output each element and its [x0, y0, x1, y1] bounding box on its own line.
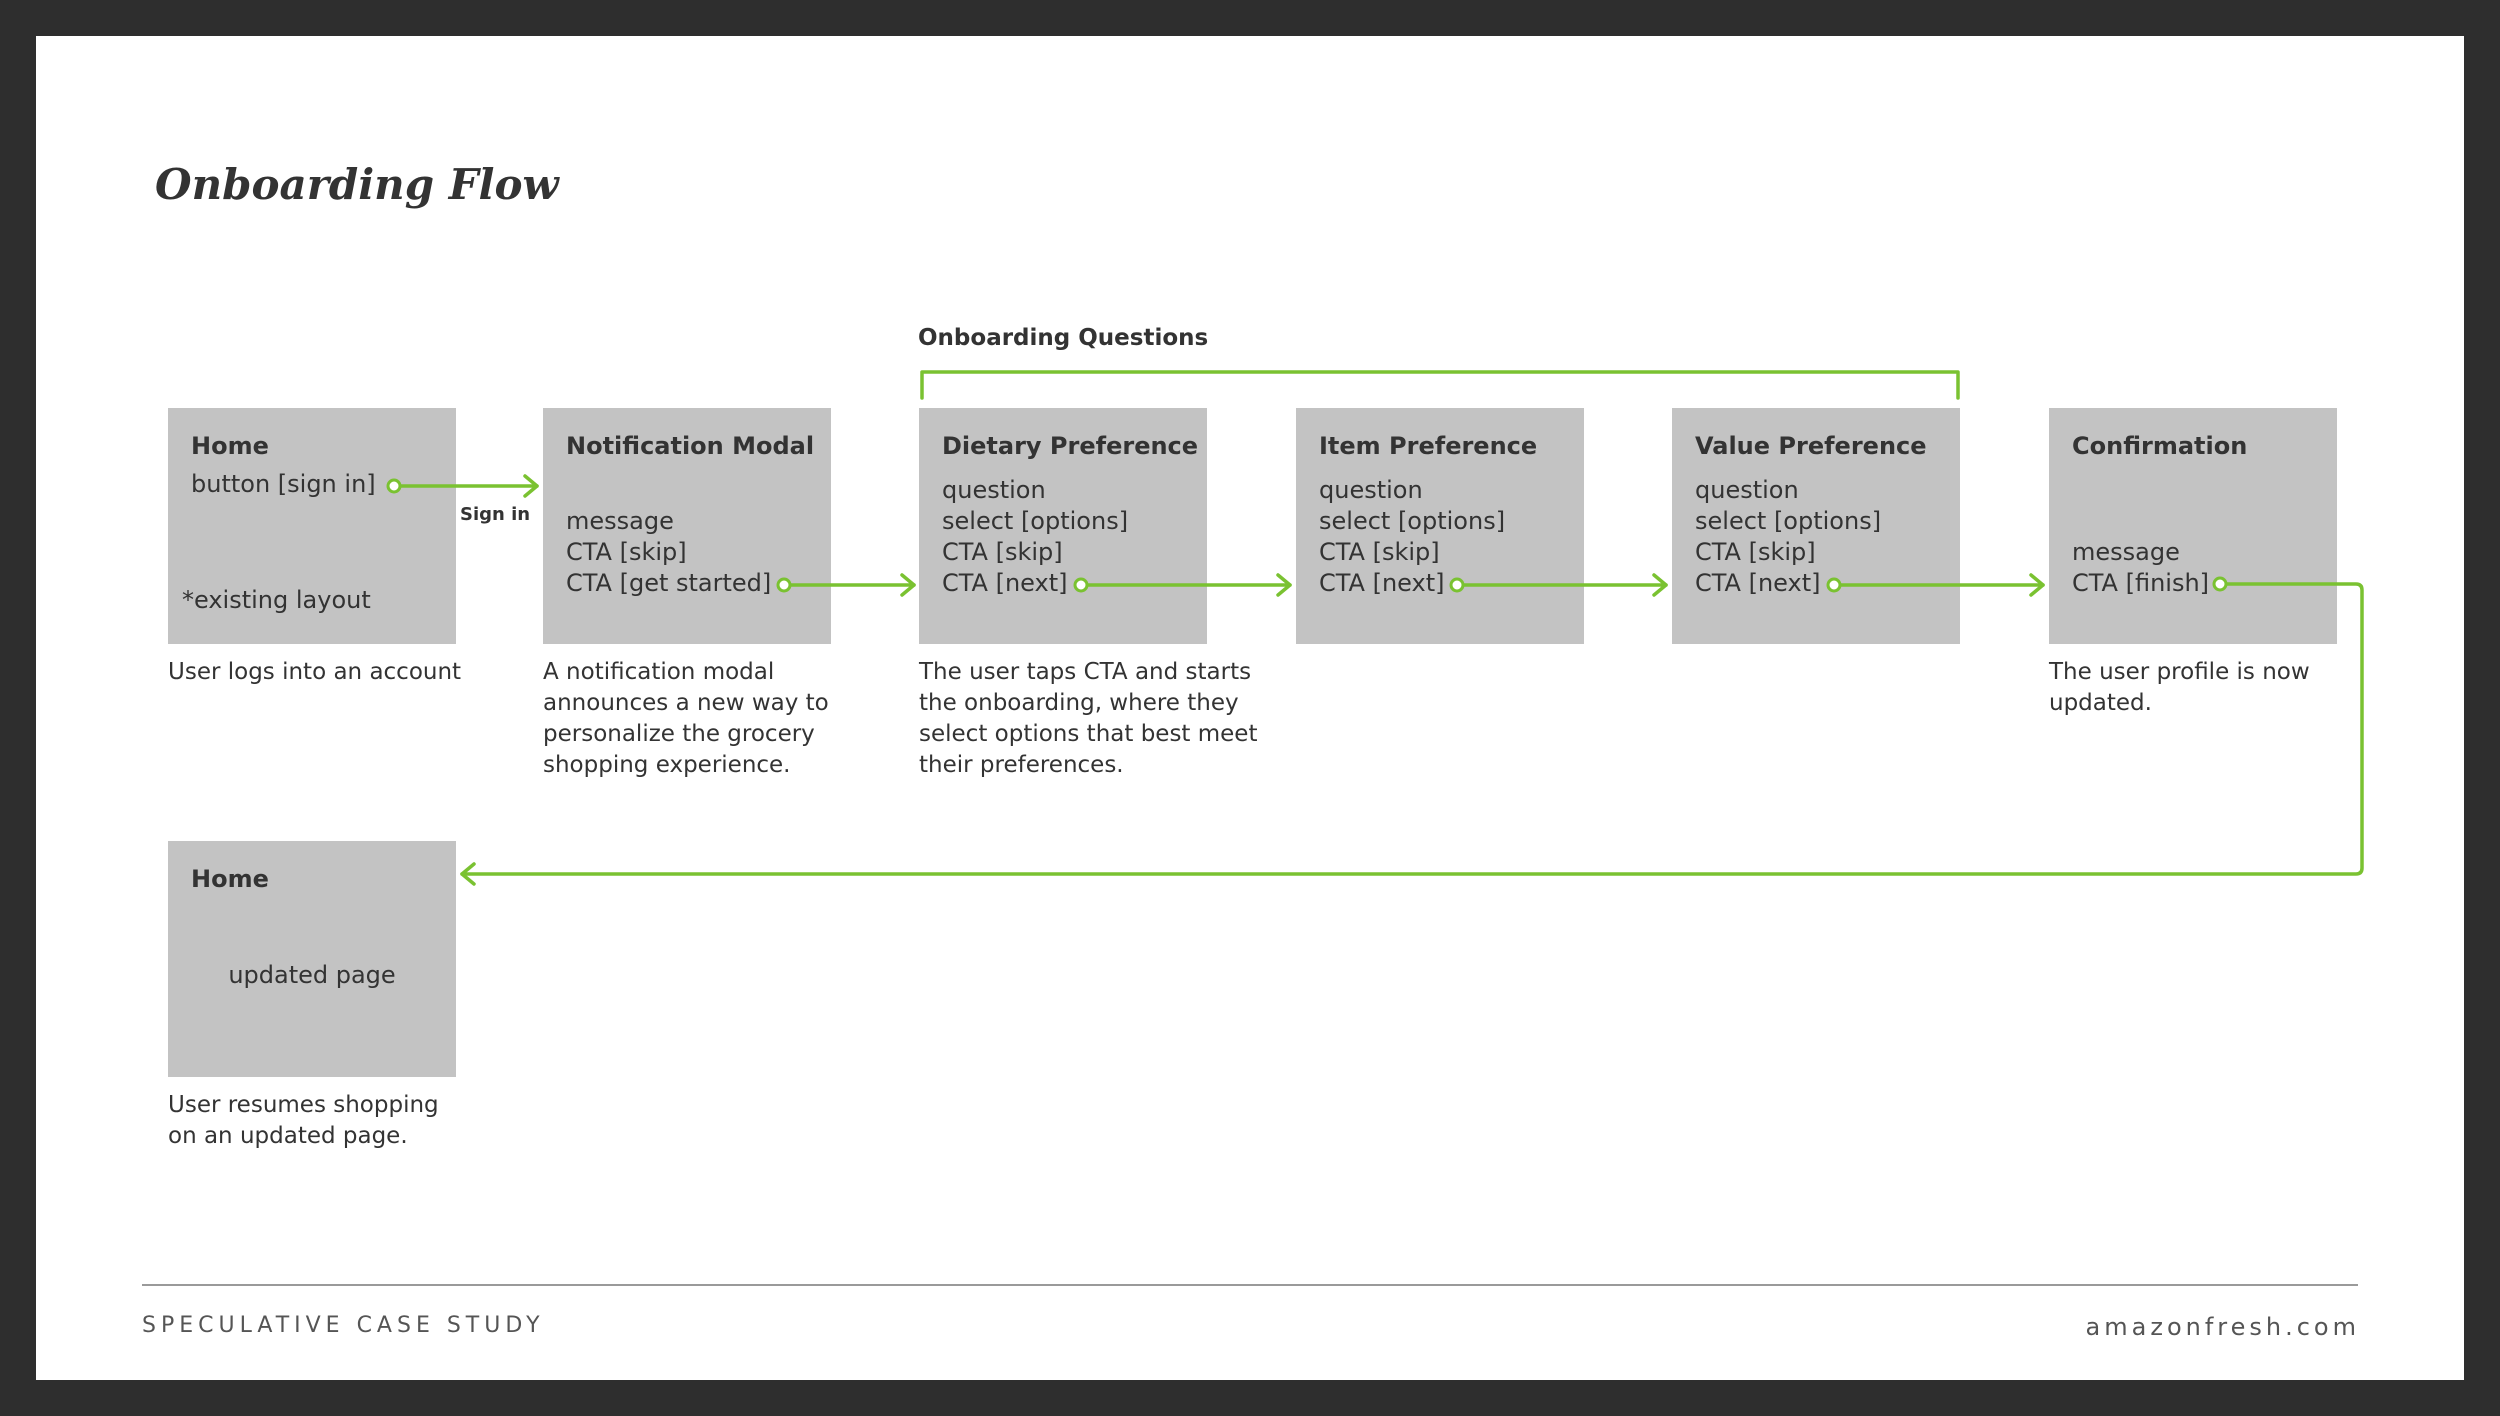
value-preference-title: Value Preference: [1695, 432, 1927, 460]
home-updated-description: User resumes shopping on an updated page.: [168, 1092, 439, 1149]
notification-skip-cta-spec: CTA [skip]: [566, 538, 687, 566]
value-preference-box: [1672, 408, 1960, 644]
dietary-description: The user taps CTA and starts the onboarding, where they select options that best meet their preferences.: [919, 659, 1258, 778]
home-description: User logs into an account: [168, 659, 462, 685]
footer-case-study-label: SPECULATIVE CASE STUDY: [142, 1313, 545, 1338]
item-preference-box: [1296, 408, 1584, 644]
home-box-title: Home: [191, 432, 269, 460]
footer-divider: [142, 1284, 2358, 1286]
confirmation-message-spec: message: [2072, 538, 2180, 566]
page-title: Onboarding Flow: [155, 160, 559, 209]
value-select-spec: select [options]: [1695, 507, 1882, 535]
notification-get-started-cta-spec: CTA [get started]: [566, 569, 772, 597]
dietary-skip-cta-spec: CTA [skip]: [942, 538, 1063, 566]
item-next-cta-spec: CTA [next]: [1319, 569, 1445, 597]
dietary-preference-box: [919, 408, 1207, 644]
home-updated-title: Home: [191, 865, 269, 893]
dietary-next-cta-spec: CTA [next]: [942, 569, 1068, 597]
confirmation-title: Confirmation: [2072, 432, 2248, 460]
dietary-question-spec: question: [942, 476, 1046, 504]
item-skip-cta-spec: CTA [skip]: [1319, 538, 1440, 566]
home-box: [168, 408, 456, 644]
footer-brand-url: amazonfresh.com: [2085, 1313, 2360, 1341]
onboarding-questions-label: Onboarding Questions: [918, 325, 1209, 351]
home-updated-box: [168, 841, 456, 1077]
notification-message-spec: message: [566, 507, 674, 535]
existing-layout-note: *existing layout: [182, 586, 371, 614]
item-preference-title: Item Preference: [1319, 432, 1538, 460]
notification-modal-title: Notification Modal: [566, 432, 815, 460]
notification-modal-box: [543, 408, 831, 644]
confirmation-description: The user profile is now updated.: [2049, 659, 2310, 716]
confirmation-box: [2049, 408, 2337, 644]
dietary-select-spec: select [options]: [942, 507, 1129, 535]
value-question-spec: question: [1695, 476, 1799, 504]
sign-in-button-spec: button [sign in]: [191, 470, 376, 498]
updated-page-spec: updated page: [228, 961, 396, 989]
item-question-spec: question: [1319, 476, 1423, 504]
item-select-spec: select [options]: [1319, 507, 1506, 535]
value-skip-cta-spec: CTA [skip]: [1695, 538, 1816, 566]
notification-description: A notification modal announces a new way to personalize the grocery shopping experience.: [543, 659, 829, 778]
dietary-preference-title: Dietary Preference: [942, 432, 1199, 460]
confirmation-finish-cta-spec: CTA [finish]: [2072, 569, 2210, 597]
value-next-cta-spec: CTA [next]: [1695, 569, 1821, 597]
sign-in-connector-label: Sign in: [460, 504, 531, 525]
